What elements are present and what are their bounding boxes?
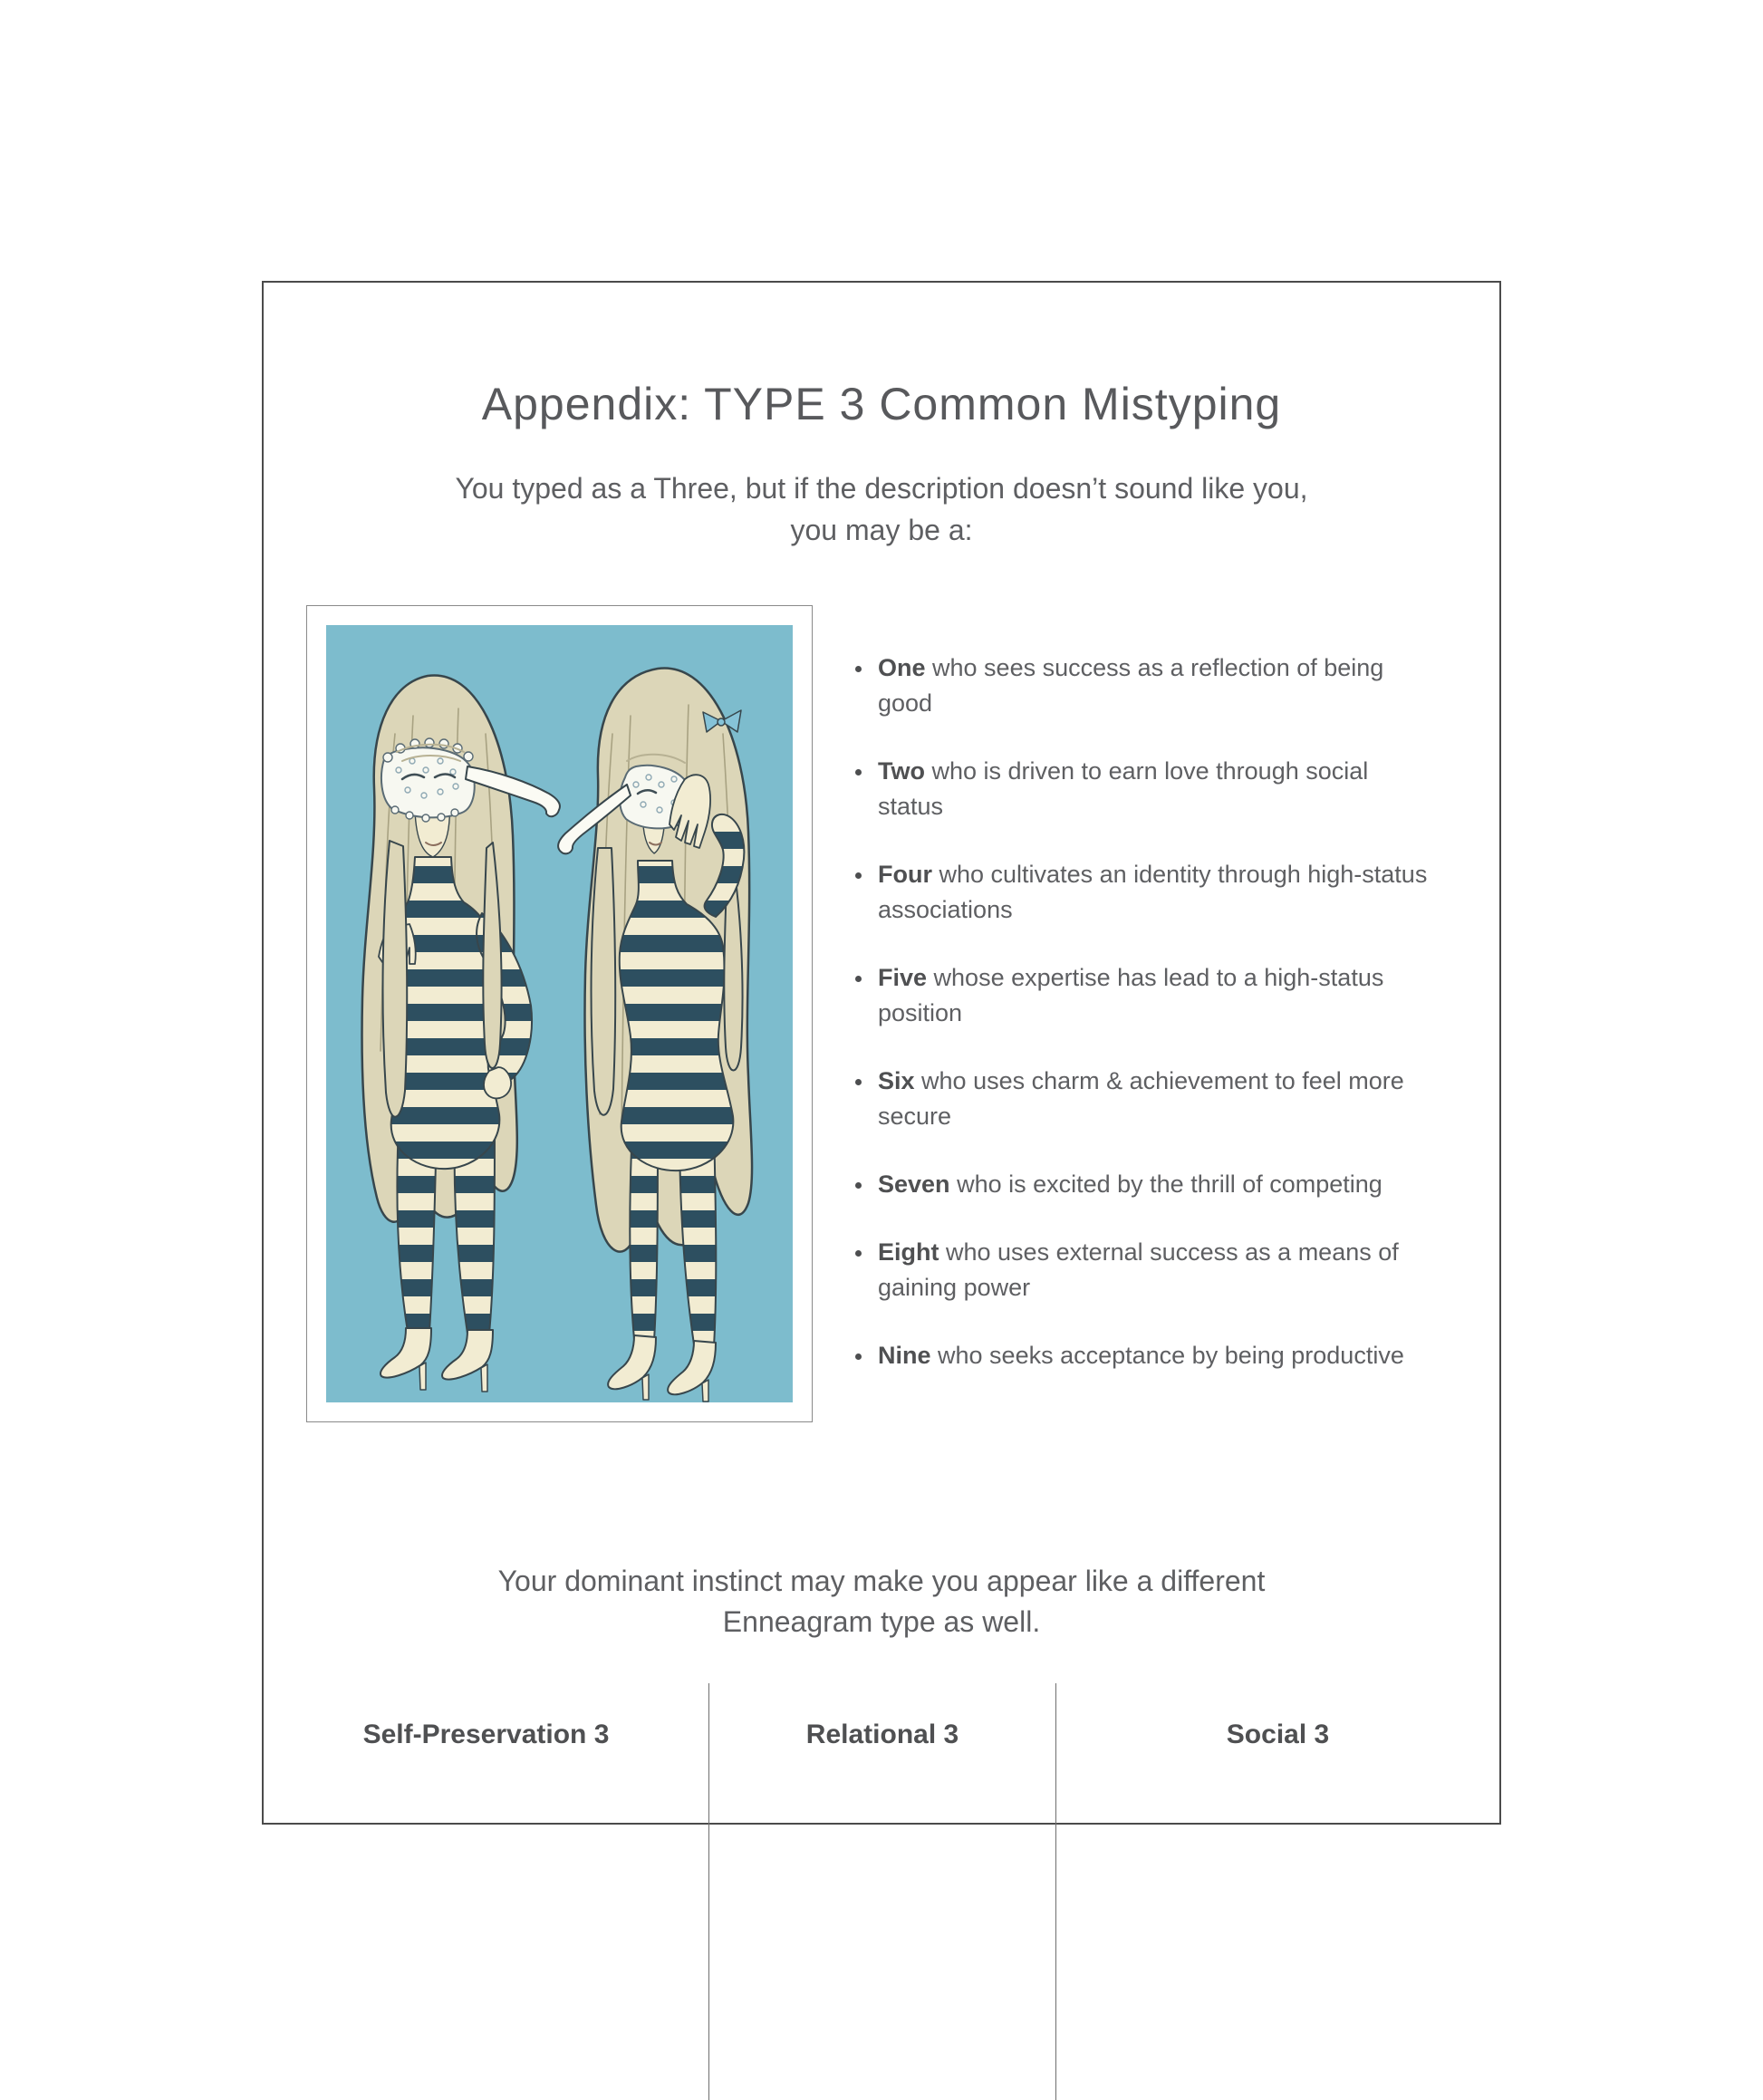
type-term: Four — [878, 861, 932, 888]
right-figure-heel — [702, 1380, 708, 1402]
document-border — [262, 281, 1501, 1825]
subtitle-line-1: You typed as a Three, but if the description doesn’t sound like you, — [455, 472, 1308, 505]
mistyping-illustration — [326, 625, 793, 1402]
column-header: Relational 3 — [805, 1719, 959, 1749]
instinct-table — [264, 1683, 1499, 2100]
column-relational-3 — [708, 1683, 1056, 2100]
type-term: Nine — [878, 1342, 931, 1369]
list-item: • Two who is driven to earn love through social status — [874, 754, 1429, 824]
column-social-3 — [1056, 1683, 1499, 2100]
type-term: Six — [878, 1067, 915, 1094]
right-figure-heel — [642, 1374, 649, 1400]
list-item: • One who sees success as a reflection of being good — [874, 650, 1429, 721]
type-term: Eight — [878, 1238, 939, 1266]
left-figure-front-lock — [383, 841, 408, 1117]
instinct-note-line-1: Your dominant instinct may make you appear like a different — [497, 1565, 1266, 1597]
left-figure-hand — [484, 1067, 511, 1098]
instinct-note — [264, 1561, 1499, 1642]
list-item: • Six who uses charm & achievement to feel more secure — [874, 1064, 1429, 1134]
list-item: • Four who cultivates an identity through high-status associations — [874, 857, 1429, 928]
mistype-list — [843, 650, 1429, 1373]
type-term: Five — [878, 964, 928, 991]
list-item: • Eight who uses external success as a means of gaining power — [874, 1235, 1429, 1305]
type-term: Seven — [878, 1170, 950, 1198]
illustration-frame — [306, 605, 813, 1422]
subtitle-line-2: you may be a: — [790, 514, 973, 546]
left-figure-heel — [419, 1363, 426, 1390]
list-item: • Seven who is excited by the thrill of competing — [874, 1167, 1429, 1202]
left-figure-heel — [481, 1364, 487, 1392]
page-subtitle — [264, 467, 1499, 551]
page-title: Appendix: TYPE 3 Common Mistyping — [481, 379, 1282, 429]
right-figure-front-lock — [592, 848, 616, 1115]
column-header: Self-Preservation 3 — [362, 1719, 610, 1749]
type-term: One — [878, 654, 926, 681]
column-self-preservation-3 — [264, 1683, 708, 2100]
instinct-note-line-2: Enneagram type as well. — [722, 1605, 1041, 1638]
type-term: Two — [878, 757, 925, 785]
list-item: • Nine who seeks acceptance by being productive — [874, 1338, 1429, 1373]
list-item: • Five whose expertise has lead to a high-status position — [874, 960, 1429, 1031]
column-header: Social 3 — [1226, 1719, 1330, 1749]
